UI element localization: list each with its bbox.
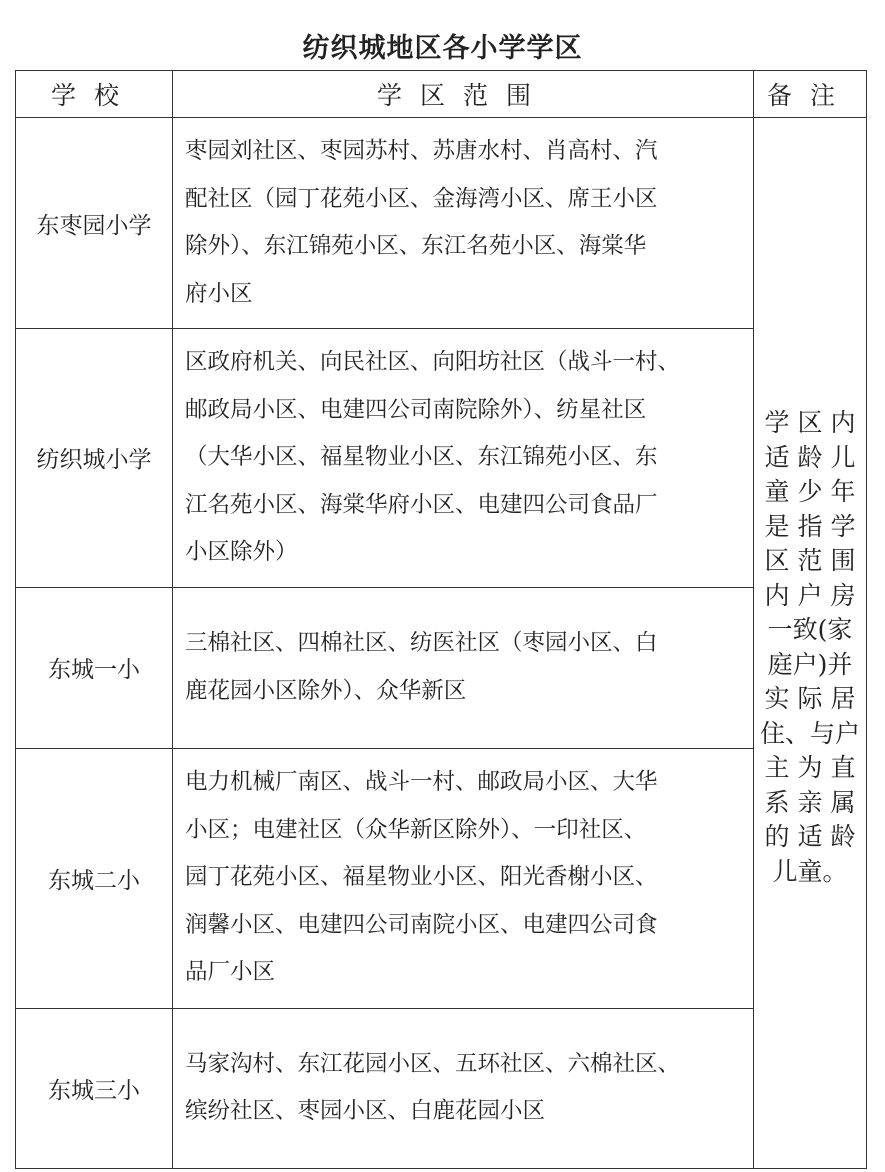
school-name: 东城二小 — [16, 748, 173, 1008]
page-title: 纺织城地区各小学学区 — [302, 33, 583, 64]
header-school: 学校 — [16, 71, 173, 118]
note-cell — [754, 118, 867, 1169]
note-line: 内 户 房 — [764, 580, 856, 610]
scope-line: 园丁花苑小区、福星物业小区、阳光香榭小区、 — [185, 864, 658, 891]
scope-line: 江名苑小区、海棠华府小区、电建四公司食品厂 — [185, 491, 658, 518]
note-line: 一致(家 — [767, 615, 853, 645]
note-line: 主 为 直 — [764, 753, 856, 783]
note-line: 庭户)并 — [767, 649, 853, 679]
scope-line: （大华小区、福星物业小区、东江锦苑小区、东 — [185, 444, 658, 470]
school-name: 东城三小 — [16, 1008, 173, 1168]
district-scope — [173, 1008, 754, 1168]
district-scope — [173, 587, 754, 748]
scope-line: 小区除外） — [185, 539, 298, 565]
header-note: 备注 — [754, 71, 867, 118]
note-line: 实 际 居 — [764, 684, 856, 714]
header-row — [16, 71, 867, 118]
scope-line: 枣园刘社区、枣园苏村、苏唐水村、肖高村、汽 — [185, 138, 658, 164]
note-line: 区 范 围 — [764, 546, 856, 576]
school-name: 纺织城小学 — [16, 329, 173, 588]
district-scope — [173, 118, 754, 329]
scope-line: 配社区（园丁花苑小区、金海湾小区、席王小区 — [185, 185, 658, 212]
scope-line: 三棉社区、四棉社区、纺医社区（枣园小区、白 — [185, 630, 658, 656]
note-line: 的 适 龄 — [764, 822, 856, 852]
note-line: 住、与户 — [759, 718, 860, 748]
scope-line: 除外）、东江锦苑小区、东江名苑小区、海棠华 — [185, 233, 647, 259]
district-scope — [173, 329, 754, 588]
scope-line: 缤纷社区、枣园小区、白鹿花园小区 — [185, 1098, 546, 1124]
school-name: 东城一小 — [16, 587, 173, 748]
table-row — [16, 118, 867, 329]
note-line: 系 亲 属 — [764, 787, 856, 817]
scope-line: 马家沟村、东江花园小区、五环社区、六棉社区、 — [185, 1050, 681, 1077]
table-row — [16, 587, 867, 748]
school-district-table — [15, 70, 867, 1169]
scope-line: 府小区 — [185, 280, 253, 307]
header-scope: 学区范围 — [173, 71, 754, 118]
scope-line: 小区；电建社区（众华新区除外）、一印社区、 — [185, 816, 647, 843]
table-row — [16, 329, 867, 588]
table-row — [16, 748, 867, 1008]
scope-line: 电力机械厂南区、战斗一村、邮政局小区、大华 — [185, 769, 658, 796]
scope-line: 润馨小区、电建四公司南院小区、电建四公司食 — [185, 911, 658, 938]
scope-line: 区政府机关、向民社区、向阳坊社区（战斗一村、 — [185, 349, 681, 375]
table-row — [16, 1008, 867, 1168]
note-line: 适 龄 儿 — [764, 442, 856, 472]
school-name: 东枣园小学 — [16, 118, 173, 329]
note-line: 童 少 年 — [764, 477, 856, 507]
note-line: 是 指 学 — [764, 511, 856, 541]
note-line: 学 区 内 — [764, 408, 856, 438]
district-scope — [173, 748, 754, 1008]
scope-line: 鹿花园小区除外）、众华新区 — [185, 677, 467, 704]
scope-line: 邮政局小区、电建四公司南院除外）、纺星社区 — [185, 396, 647, 423]
scope-line: 品厂小区 — [185, 959, 276, 986]
note-line: 儿童。 — [772, 856, 848, 886]
